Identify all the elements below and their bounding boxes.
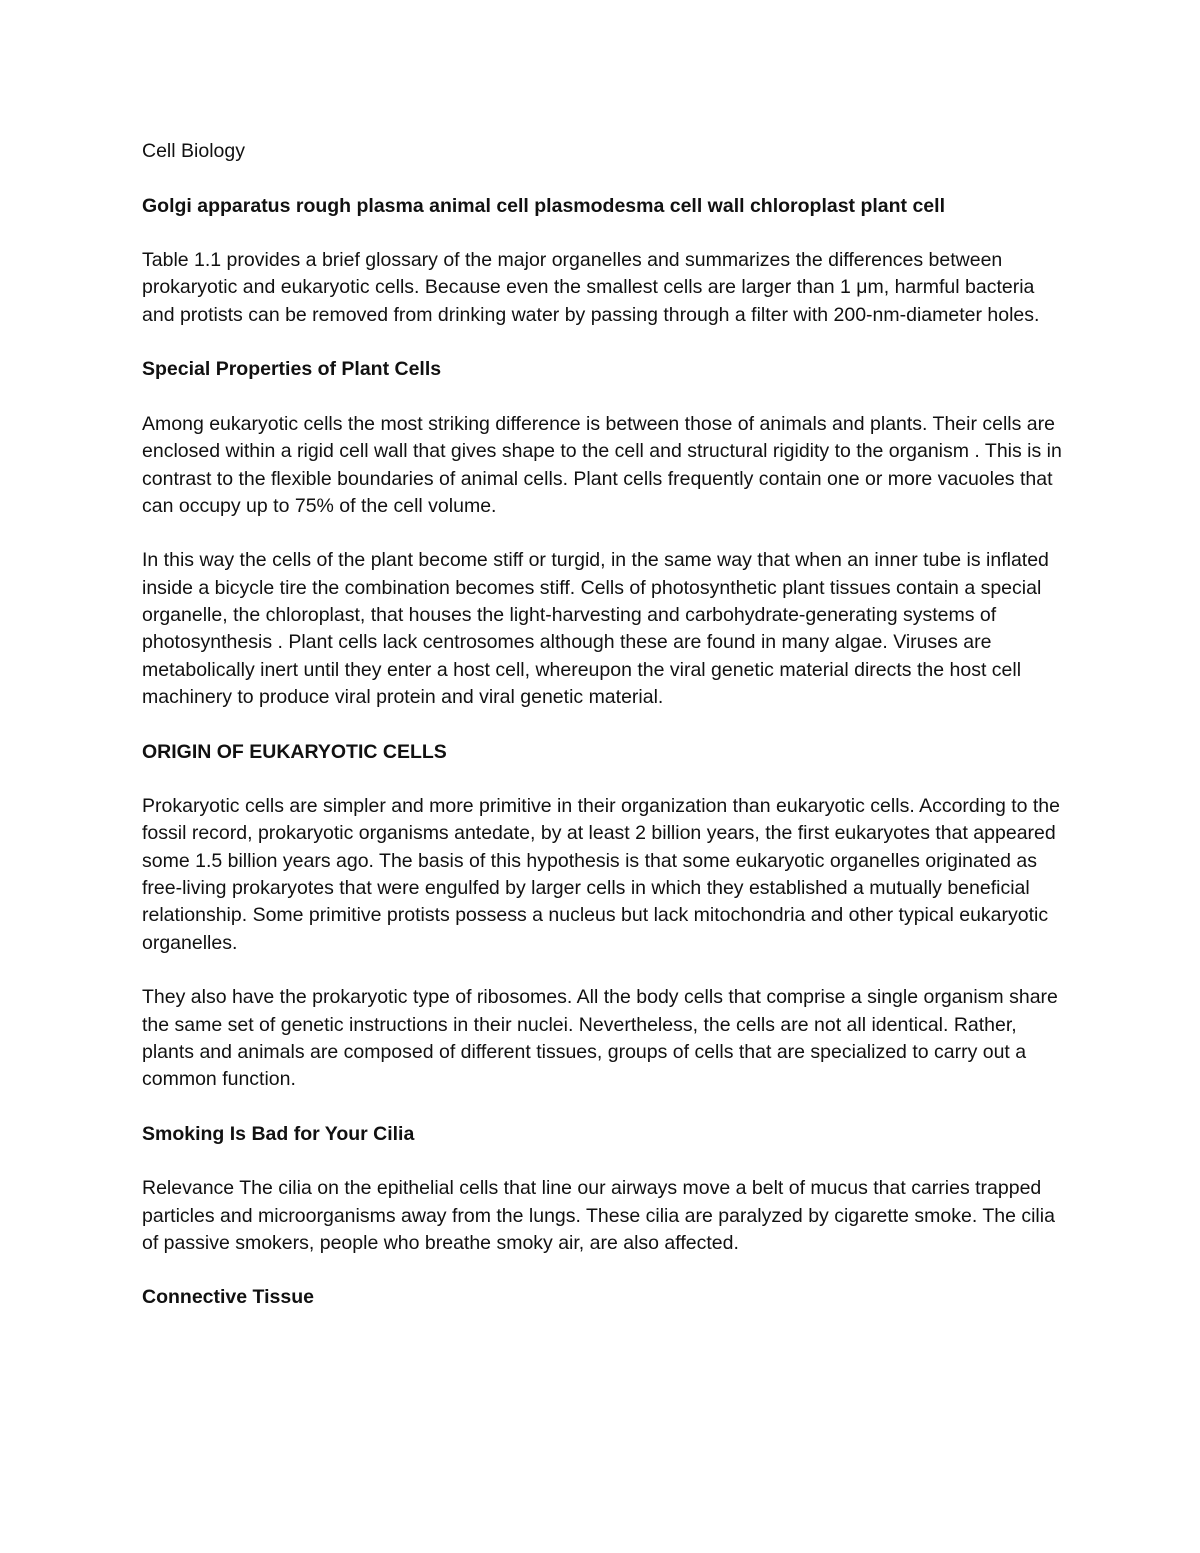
- heading-smoking-cilia: Smoking Is Bad for Your Cilia: [142, 1122, 415, 1145]
- paragraph-ribosomes: They also have the prokaryotic type of ribosomes. All the body cells that comprise a single organism share the same set of genetic instructions in their nuclei. Nevertheless, the cells are not all identical. Rather, plants and animals are composed of different tissues, groups of cells that are specialized to carry out a common function.: [142, 986, 1058, 1091]
- heading-plant-cells: Special Properties of Plant Cells: [142, 358, 442, 381]
- keywords-heading: Golgi apparatus rough plasma animal cell plasmodesma cell wall chloroplast plant cell: [142, 194, 945, 217]
- paragraph-prokaryotic-origin: Prokaryotic cells are simpler and more primitive in their organization than eukaryotic cells. According to the fossil record, prokaryotic organisms antedate, by at least 2 billion years, the first eukaryotes that appeared some 1.5 billion years ago. The basis of this hypothesis is that some eukaryotic organelles originated as free-living prokaryotes that were engulfed by larger cells in which they established a mutually beneficial relationship. Some primitive protists possess a nucleus but lack mitochondria and other typical eukaryotic organelles.: [142, 795, 1060, 954]
- paragraph-cilia: Relevance The cilia on the epithelial cells that line our airways move a belt of mucus that carries trapped particles and microorganisms away from the lungs. These cilia are paralyzed by cigarette smoke. The cilia of passive smokers, people who breathe smoky air, are also affected.: [142, 1177, 1055, 1254]
- document-title: Cell Biology: [142, 140, 245, 162]
- heading-origin-eukaryotic: ORIGIN OF EUKARYOTIC CELLS: [142, 740, 447, 763]
- paragraph-turgid-cells: In this way the cells of the plant become stiff or turgid, in the same way that when an inner tube is inflated inside a bicycle tire the combination becomes stiff. Cells of photosynthetic plant tissues contain a special organelle, the chloroplast, that houses the light-harvesting and carbohydrate-generating systems of photosynthesis . Plant cells lack centrosomes although these are found in many algae. Viruses are metabolically inert until they enter a host cell, whereupon the viral genetic material directs the host cell machinery to produce viral protein and viral genetic material.: [142, 549, 1049, 708]
- paragraph-glossary: Table 1.1 provides a brief glossary of the major organelles and summarizes the differences between prokaryotic and eukaryotic cells. Because even the smallest cells are larger than 1 μm, harmful bacteria and protists can be removed from drinking water by passing through a filter with 200-nm-diameter holes.: [142, 249, 1040, 326]
- heading-connective-tissue: Connective Tissue: [142, 1286, 314, 1309]
- document-page: [142, 138, 1062, 1339]
- paragraph-plant-cell-wall: Among eukaryotic cells the most striking difference is between those of animals and plants. Their cells are enclosed within a rigid cell wall that gives shape to the cell and structural rigidity to the organism . This is in contrast to the flexible boundaries of animal cells. Plant cells frequently contain one or more vacuoles that can occupy up to 75% of the cell volume.: [142, 412, 1062, 517]
